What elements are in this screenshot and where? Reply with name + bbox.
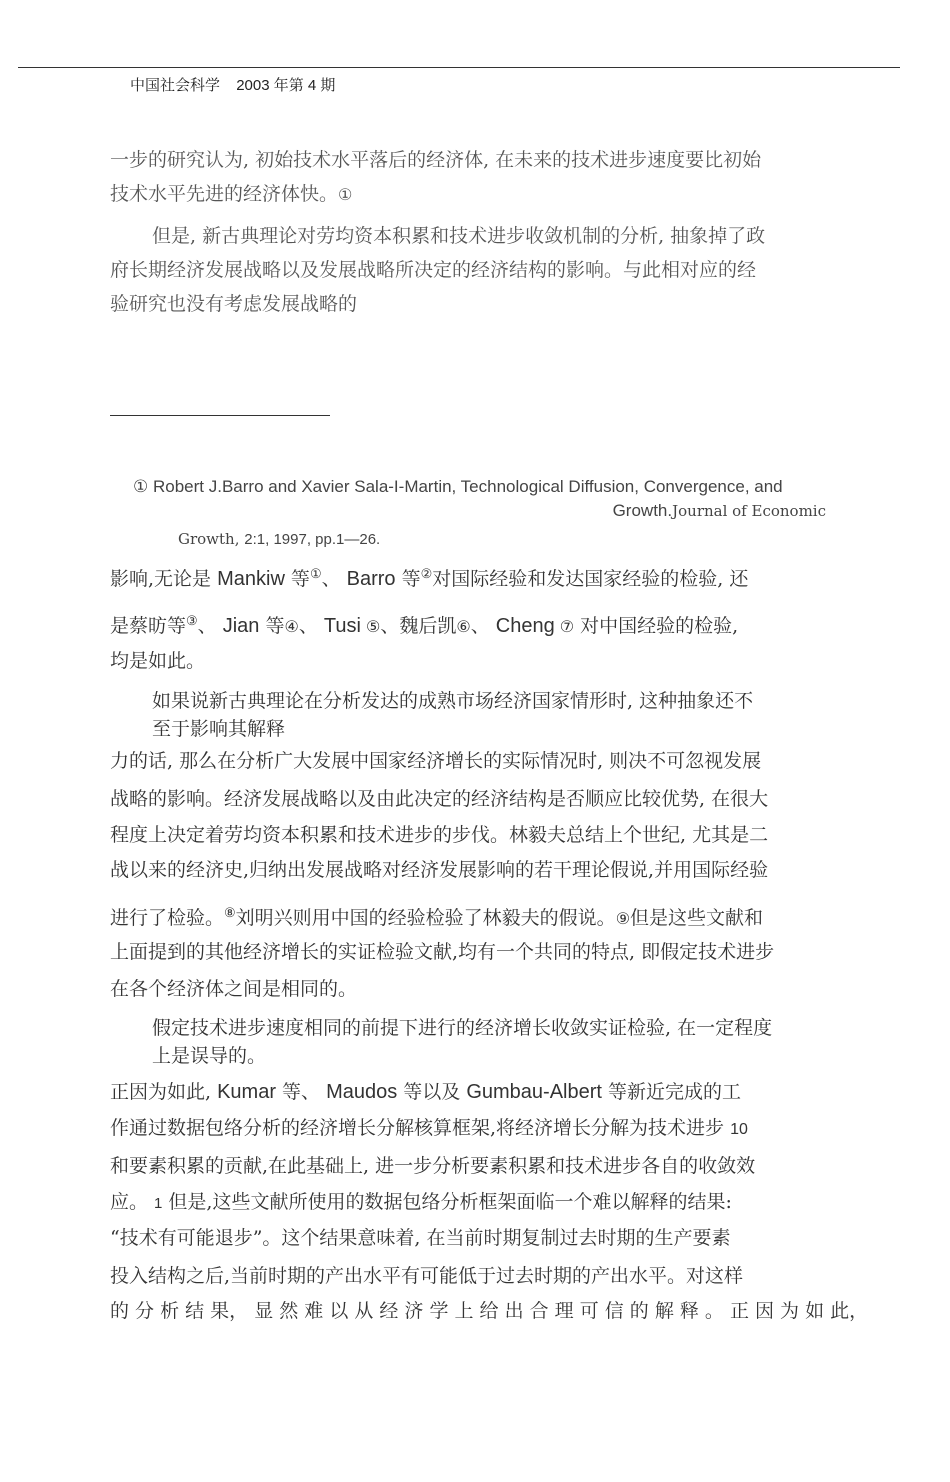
footnote-journal2: Growth, [178,530,240,548]
body-line [110,1075,741,1109]
header-rule [18,67,900,68]
footnote-marker: ① [133,477,149,496]
body-line: 在各个经济体之间是相同的。 [110,978,358,1000]
author-name: Gumbau-Albert [466,1081,602,1103]
note-marker: 1 [154,1195,163,1212]
note-marker: ① [338,185,353,204]
body-text: 是蔡昉等 [110,615,187,637]
journal-name: 中国社会科学 [130,77,221,94]
body-line: 和要素积累的贡献,在此基础上, 进一步分析要素积累和技术进步各自的收敛效 [110,1155,756,1177]
body-line: 上是误导的。 [152,1045,267,1067]
author-name: Tusi [323,615,361,637]
body-line [110,1185,732,1221]
body-text: 、 [298,615,324,637]
author-name: Cheng [495,615,555,637]
body-text: 技术水平先进的经济体快。 [110,183,339,205]
body-text: 等以及 [397,1081,467,1103]
body-line [110,558,748,596]
body-line [110,1111,748,1147]
body-line: 上面提到的其他经济增长的实证检验文献,均有一个共同的特点, 即假定技术进步 [110,941,775,963]
body-text: 等 [395,568,421,590]
author-name: Barro [346,568,396,590]
author-name: Mankiw [217,568,285,590]
body-line: 但是, 新古典理论对劳均资本积累和技术进步收敛机制的分析, 抽象掉了政 [152,225,766,247]
body-text: 对国际经验和发达国家经验的检验, 还 [432,568,749,590]
note-marker: ④ [284,617,299,636]
body-text: 刘明兴则用中国的经验检验了林毅夫的假说。 [235,907,616,929]
body-text: 、 [470,615,496,637]
body-text: 作通过数据包络分析的经济增长分解核算框架,将经济增长分解为技术进步 [110,1117,731,1139]
body-text: 但是,这些文献所使用的数据包络分析框架面临一个难以解释的结果: [162,1191,732,1213]
body-line [110,897,763,936]
body-line: 的 分 析 结 果， 显 然 难 以 从 经 济 学 上 给 出 合 理 可 信 的 解 释 。 正 因 为 如 此， [110,1300,869,1322]
body-text: 应。 [110,1191,155,1213]
note-marker: ② [420,567,433,582]
body-text: 对中国经验的检验, [574,615,739,637]
note-marker: ⑦ [554,617,575,636]
body-line [110,177,352,212]
body-text: 、魏后凯 [380,615,457,637]
author-name: Maudos [326,1081,398,1103]
body-line: 投入结构之后,当前时期的产出水平有可能低于过去时期的产出水平。对这样 [110,1265,744,1287]
body-line: 假定技术进步速度相同的前提下进行的经济增长收敛实证检验, 在一定程度 [152,1017,773,1039]
running-header [130,74,335,95]
footnote-text: Robert J.Barro and Xavier Sala-I-Martin, Technological Diffusion, Convergence, and [152,477,783,496]
note-marker: 10 [730,1121,748,1138]
body-line: 一步的研究认为, 初始技术水平落后的经济体, 在未来的技术进步速度要比初始 [110,149,762,171]
note-marker: ⑧ [224,906,236,921]
body-line: 验研究也没有考虑发展战略的 [110,293,358,315]
body-line [110,605,738,644]
body-line: 程度上决定着劳均资本积累和技术进步的步伐。林毅夫总结上个世纪, 尤其是二 [110,824,769,846]
note-marker: ⑨ [615,909,631,928]
note-marker: ⑥ [456,617,471,636]
footnote-growth: Growth. [612,501,673,520]
author-name: Kumar [217,1081,276,1103]
note-marker: ③ [186,614,198,629]
note-marker: ① [309,567,322,582]
body-text: 影响,无论是 [110,568,218,590]
issue-label: 2003 年第 4 期 [236,77,336,94]
body-text: 、 [321,568,347,590]
footnote-rule [110,415,330,416]
body-line: 府长期经济发展战略以及发展战略所决定的经济结构的影响。与此相对应的经 [110,259,757,281]
body-line: 如果说新古典理论在分析发达的成熟市场经济国家情形时, 这种抽象还不 [152,690,754,712]
body-line: 战略的影响。经济发展战略以及由此决定的经济结构是否顺应比较优势, 在很大 [110,788,769,810]
body-text: 等 [259,615,285,637]
body-line: 均是如此。 [110,650,206,672]
body-text: 但是这些文献和 [630,907,764,929]
body-text: 等 [284,568,310,590]
author-name: Jian [222,615,260,637]
body-text: 等新近完成的工 [601,1081,742,1103]
footnote-pages: 2:1, 1997, pp.1—26. [244,531,381,548]
body-text: 、 [197,615,223,637]
footnote-continued [178,530,380,548]
body-line: 战以来的经济史,归纳出发展战略对经济发展影响的若干理论假说,并用国际经验 [110,859,769,881]
body-line: “技术有可能退步”。这个结果意味着, 在当前时期复制过去时期的生产要素 [110,1227,731,1249]
body-text: 等、 [276,1081,327,1103]
body-text: 正因为如此, [110,1081,218,1103]
body-text: 进行了检验。 [110,907,225,929]
body-line: 至于影响其解释 [152,718,286,740]
body-line: 力的话, 那么在分析广大发展中国家经济增长的实际情况时, 则决不可忽视发展 [110,750,762,772]
footnote [133,475,826,523]
footnote-journal: Journal of Economic [672,502,826,520]
note-marker: ⑤ [360,617,381,636]
